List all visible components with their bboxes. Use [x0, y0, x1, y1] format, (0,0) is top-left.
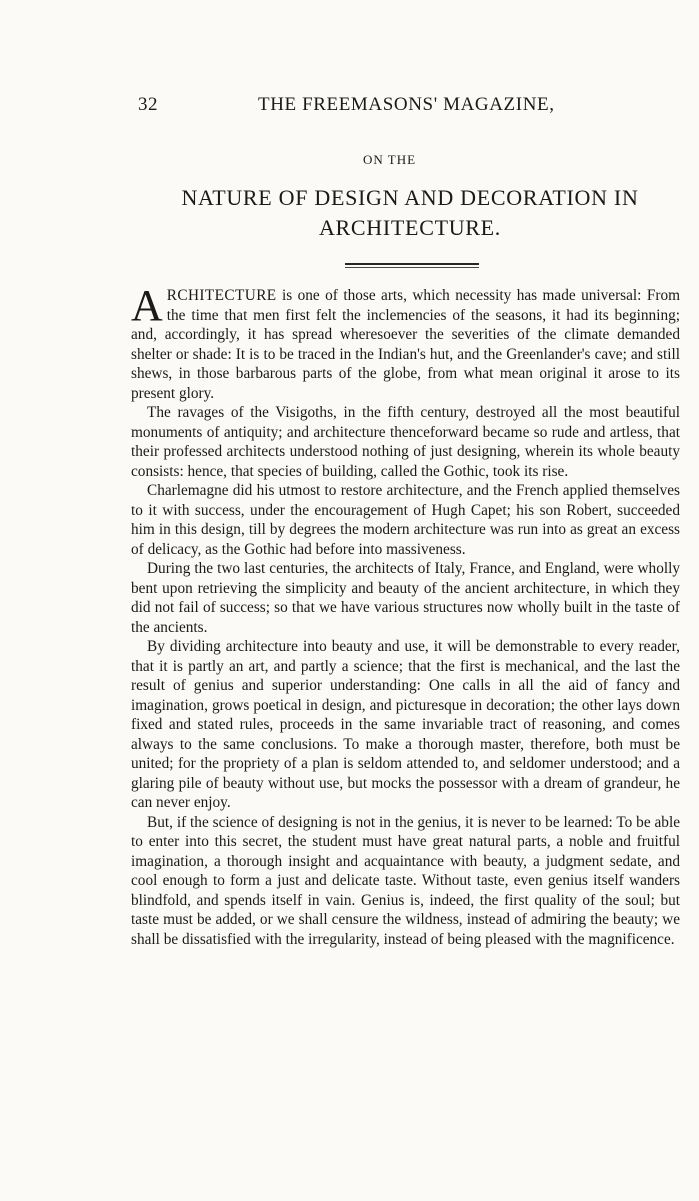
lead-caps: RCHITECTURE [166, 287, 277, 304]
rule-thick-line [345, 263, 479, 265]
drop-cap: A [131, 281, 163, 330]
ornamental-rule [345, 262, 479, 268]
article-body [131, 281, 680, 949]
magazine-title: THE FREEMASONS' MAGAZINE, [258, 94, 555, 115]
paragraph-4: During the two last centuries, the architects of Italy, France, and England, were wholly bent upon retrieving the simplicity and beauty of the ancient architecture, in which they did not fail of success; so that we have various structures now wholly built in the taste of the ancients. [131, 560, 680, 636]
article-title-line-1: NATURE OF DESIGN AND DECORATION IN [181, 185, 639, 210]
page-number: 32 [138, 94, 158, 115]
article-title-line-2: ARCHITECTURE. [318, 215, 502, 240]
paragraph-6: But, if the science of designing is not in the genius, it is never to be learned: To be able to enter into this secret, the student must have great natural parts, a noble and fruitful imagination, a thorough insight and acquaintance with beauty, a judgment sedate, and cool enough to form a just and delicate taste. Without taste, even genius itself wanders blindfold, and spends itself in vain. Genius is, indeed, the first quality of the soul; but taste must be added, or we shall censure the wildness, instead of admiring the beauty; we shall be dissatisfied with the irregularity, instead of being pleased with the magnificence. [131, 813, 680, 948]
paragraph-5: By dividing architecture into beauty and use, it will be demonstrable to every reader, that it is partly an art, and partly a science; that the first is mechanical, and the last the result of genius and superior understanding: One calls in all the aid of fancy and imagination, grows poetical in design, and picturesque in decoration; the other lays down fixed and stated rules, proceeds in the same invariable tract of reasoning, and comes always to the same conclusions. To make a thorough master, therefore, both must be united; for the propriety of a plan is seldom attended to, and seldomer understood; and a glaring pile of beauty without use, but mocks the possessor with a dream of grandeur, he can never enjoy. [131, 638, 680, 811]
paragraph-1 [131, 281, 680, 403]
rule-thin-line [345, 267, 479, 268]
running-head [138, 92, 670, 115]
paragraph-2: The ravages of the Visigoths, in the fifth century, destroyed all the most beautiful monuments of antiquity; and architecture thenceforward became so rude and artless, that their professed architects understood nothing of just designing, wherein its whole beauty consists: hence, that species of building, called the Gothic, took its rise. [131, 404, 680, 480]
article-kicker: ON THE [362, 152, 417, 167]
article-title [130, 183, 690, 243]
paragraph-3: Charlemagne did his utmost to restore architecture, and the French applied themselves to it with success, under the encouragement of Hugh Capet; his son Robert, succeeded him in this design, till by degrees the modern architecture was run into as great an excess of delicacy, as the Gothic had before into massiveness. [131, 482, 680, 558]
paragraph-1-text: is one of those arts, which necessity has made universal: From the time that men first felt the inclemencies of the seasons, it had its beginning; and, accordingly, it has spread wheresoever the severities of the climate demanded shelter or shade: It is to be traced in the Indian's hut, and the Greenlander's cave; and still shews, in those barbarous parts of the globe, from what mean original it arose to its present glory. [131, 287, 680, 402]
